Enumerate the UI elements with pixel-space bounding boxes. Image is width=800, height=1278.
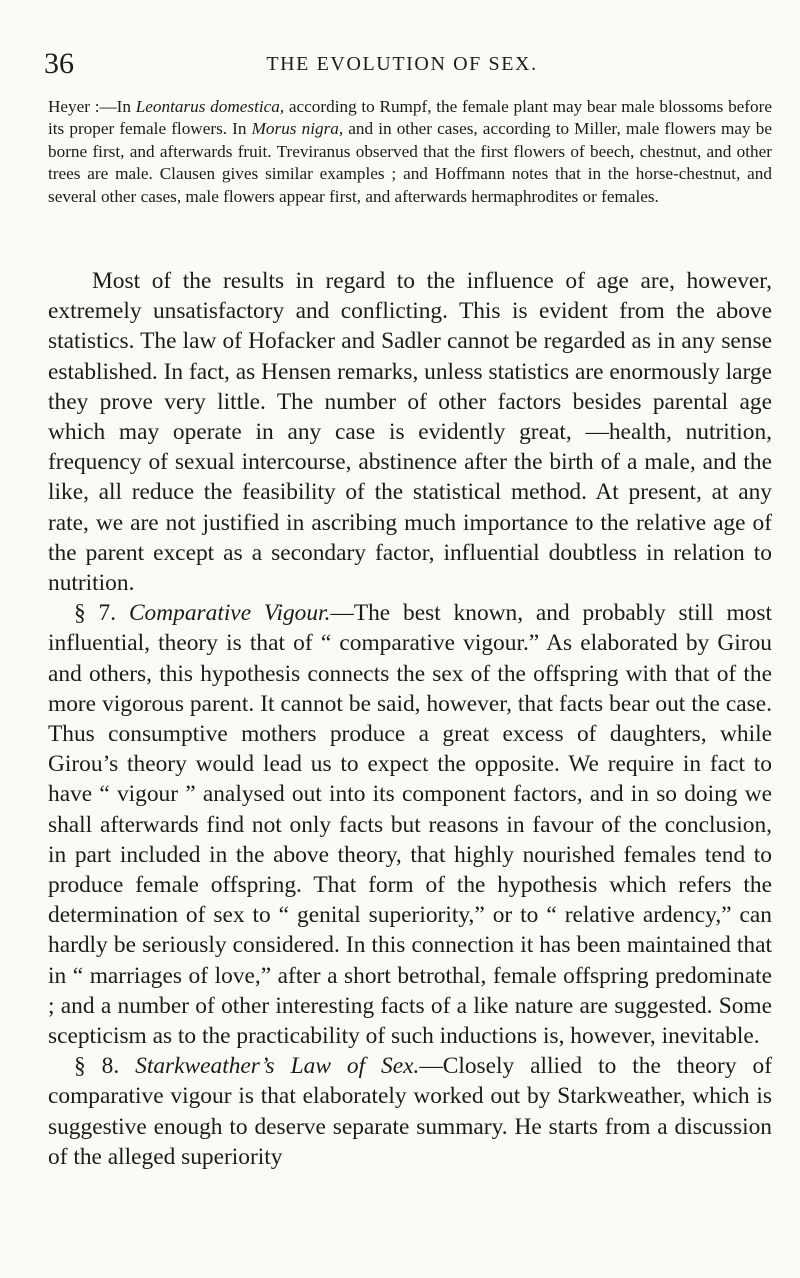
section-text: —Closely allied to the theory of comparative vigour is that elaborately worked out by Starkweather, which is suggestive enough to deserve separate summary. He starts from a discussion of the alleged superiority	[48, 1053, 772, 1170]
note-text: and in other cases, according to Miller, male flowers may be borne first, and afterwards fruit. Treviranus observed that the first flowers of beech, chestnut, and other trees are male. Clausen gives similar examples ; and Hoffmann notes that in the horse-chestnut, and several other cases, male flowers appear first, and afterwards hermaphrodites or females.	[48, 119, 772, 206]
running-title: THE EVOLUTION OF SEX.	[266, 53, 538, 75]
paragraph-age-influence: Most of the results in regard to the influence of age are, however, extremely unsatisfactory and conflicting. This is evident from the above statistics. The law of Hofacker and Sadler cannot be regarded as in any sense established. In fact, as Hensen remarks, unless statistics are enormously large they prove very little. The number of other factors besides parental age which may operate in any case is evidently great, —health, nutrition, frequency of sexual intercourse, abstinence after the birth of a male, and the like, all reduce the feasibility of the statistical method. At present, at any rate, we are not justified in ascribing much importance to the relative age of the parent except as a secondary factor, influential doubtless in relation to nutrition.	[48, 268, 772, 597]
section-heading: Comparative Vigour.	[128, 600, 331, 627]
section-number: § 8.	[74, 1053, 136, 1080]
note-text: according to Rumpf, the female plant may bear male blossoms before its proper female flowers. In	[48, 97, 772, 139]
species-name: Morus nigra,	[251, 119, 344, 139]
section-number: § 7.	[74, 600, 129, 627]
species-name: Leontarus domestica,	[135, 97, 285, 116]
paragraph-comparative-vigour	[48, 598, 772, 1051]
page-number: 36	[44, 47, 74, 80]
page-header	[44, 44, 760, 84]
note-lead: Heyer :—In	[48, 97, 136, 116]
small-print-note	[48, 96, 772, 208]
section-heading: Starkweather’s Law of Sex.	[135, 1053, 420, 1080]
main-text	[48, 266, 772, 1172]
paragraph-starkweather-law	[48, 1051, 772, 1172]
note-paragraph	[48, 96, 772, 208]
section-text: —The best known, and probably still most influential, theory is that of “ comparative vigour.” As elaborated by Girou and others, this hypothesis connects the sex of the offspring with that of the more vigorous parent. It cannot be said, however, that facts bear out the case. Thus consumptive mothers produce a great excess of daughters, while Girou’s theory would lead us to expect the opposite. We require in fact to have “ vigour ” analysed out into its component factors, and in so doing we shall afterwards find not only facts but reasons in favour of the conclusion, in part included in the above theory, that highly nourished females tend to produce female offspring. That form of the hypothesis which refers the determination of sex to “ genital superiority,” or to “ relative ardency,” can hardly be seriously considered. In this connection it has been maintained that in “ marriages of love,” after a short betrothal, female offspring predominate ; and a number of other interesting facts of a like nature are suggested. Some scepticism as to the practicability of such inductions is, however, inevitable.	[48, 600, 772, 1050]
